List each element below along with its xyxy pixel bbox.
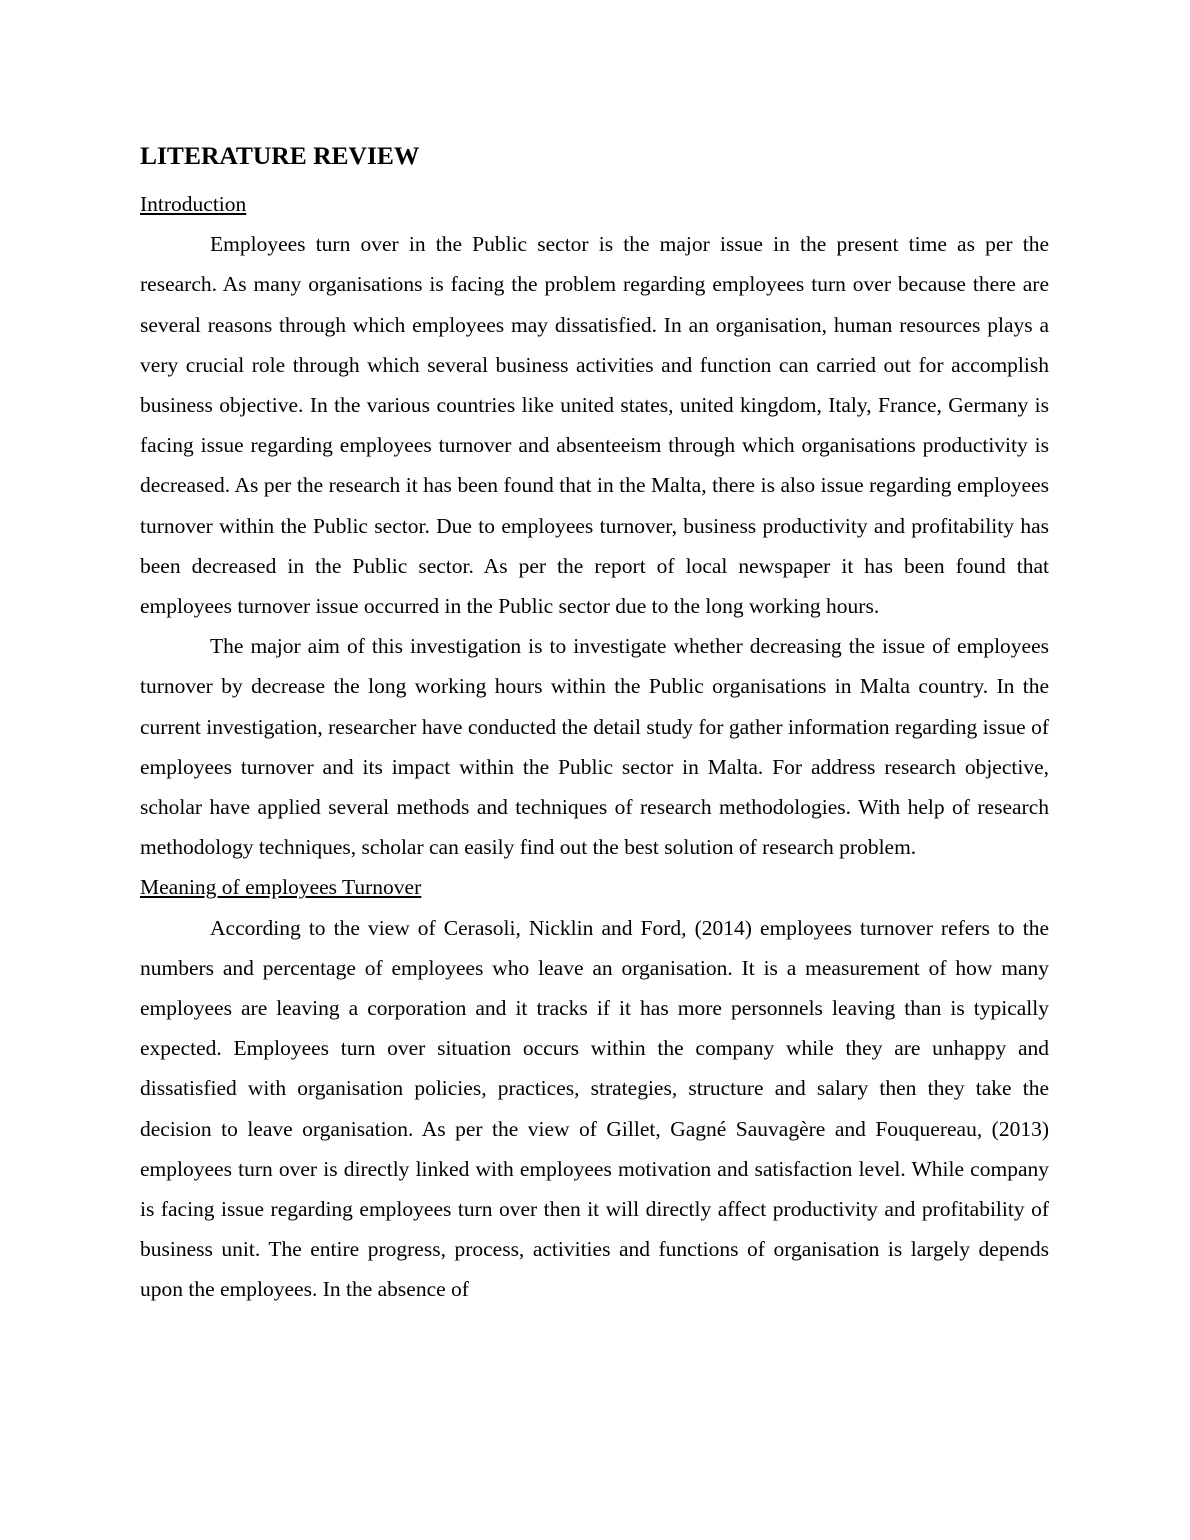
section-meaning-of-turnover bbox=[140, 867, 1049, 1309]
section-heading-introduction: Introduction bbox=[140, 192, 247, 216]
section-heading-meaning-of-turnover: Meaning of employees Turnover bbox=[140, 875, 422, 900]
meaning-paragraph-1: According to the view of Cerasoli, Nicklin and Ford, (2014) employees turnover refers to the numbers and percentage of employees who leave an organisation. It is a measurement of how many employees are leaving a corporation and it tracks if it has more personnels leaving than is typically expected. Employees turn over situation occurs within the company while they are unhappy and dissatisfied with organisation policies, practices, strategies, structure and salary then they take the decision to leave organisation. As per the view of Gillet, Gagné Sauvagère and Fouquereau, (2013) employees turn over is directly linked with employees motivation and satisfaction level. While company is facing issue regarding employees turn over then it will directly affect productivity and profitability of business unit. The entire progress, process, activities and functions of organisation is largely depends upon the employees. In the absence of bbox=[140, 915, 1049, 1302]
introduction-paragraph-1: Employees turn over in the Public sector is the major issue in the present time as per the research. As many organisations is facing the problem regarding employees turn over because there are several reasons through which employees may dissatisfied. In an organisation, human resources plays a very crucial role through which several business activities and function can carried out for accomplish business objective. In the various countries like united states, united kingdom, Italy, France, Germany is facing issue regarding employees turnover and absenteeism through which organisations productivity is decreased. As per the research it has been found that in the Malta, there is also issue regarding employees turnover within the Public sector. Due to employees turnover, business productivity and profitability has been decreased in the Public sector. As per the report of local newspaper it has been found that employees turnover issue occurred in the Public sector due to the long working hours. bbox=[140, 232, 1049, 619]
document-page bbox=[140, 138, 1049, 1310]
introduction-paragraph-2: The major aim of this investigation is to investigate whether decreasing the issue of employees turnover by decrease the long working hours within the Public organisations in Malta country. In the current investigation, researcher have conducted the detail study for gather information regarding issue of employees turnover and its impact within the Public sector in Malta. For address research objective, scholar have applied several methods and techniques of research methodologies. With help of research methodology techniques, scholar can easily find out the best solution of research problem. bbox=[140, 634, 1049, 860]
page-title: LITERATURE REVIEW bbox=[140, 141, 420, 170]
section-introduction bbox=[140, 184, 1049, 867]
